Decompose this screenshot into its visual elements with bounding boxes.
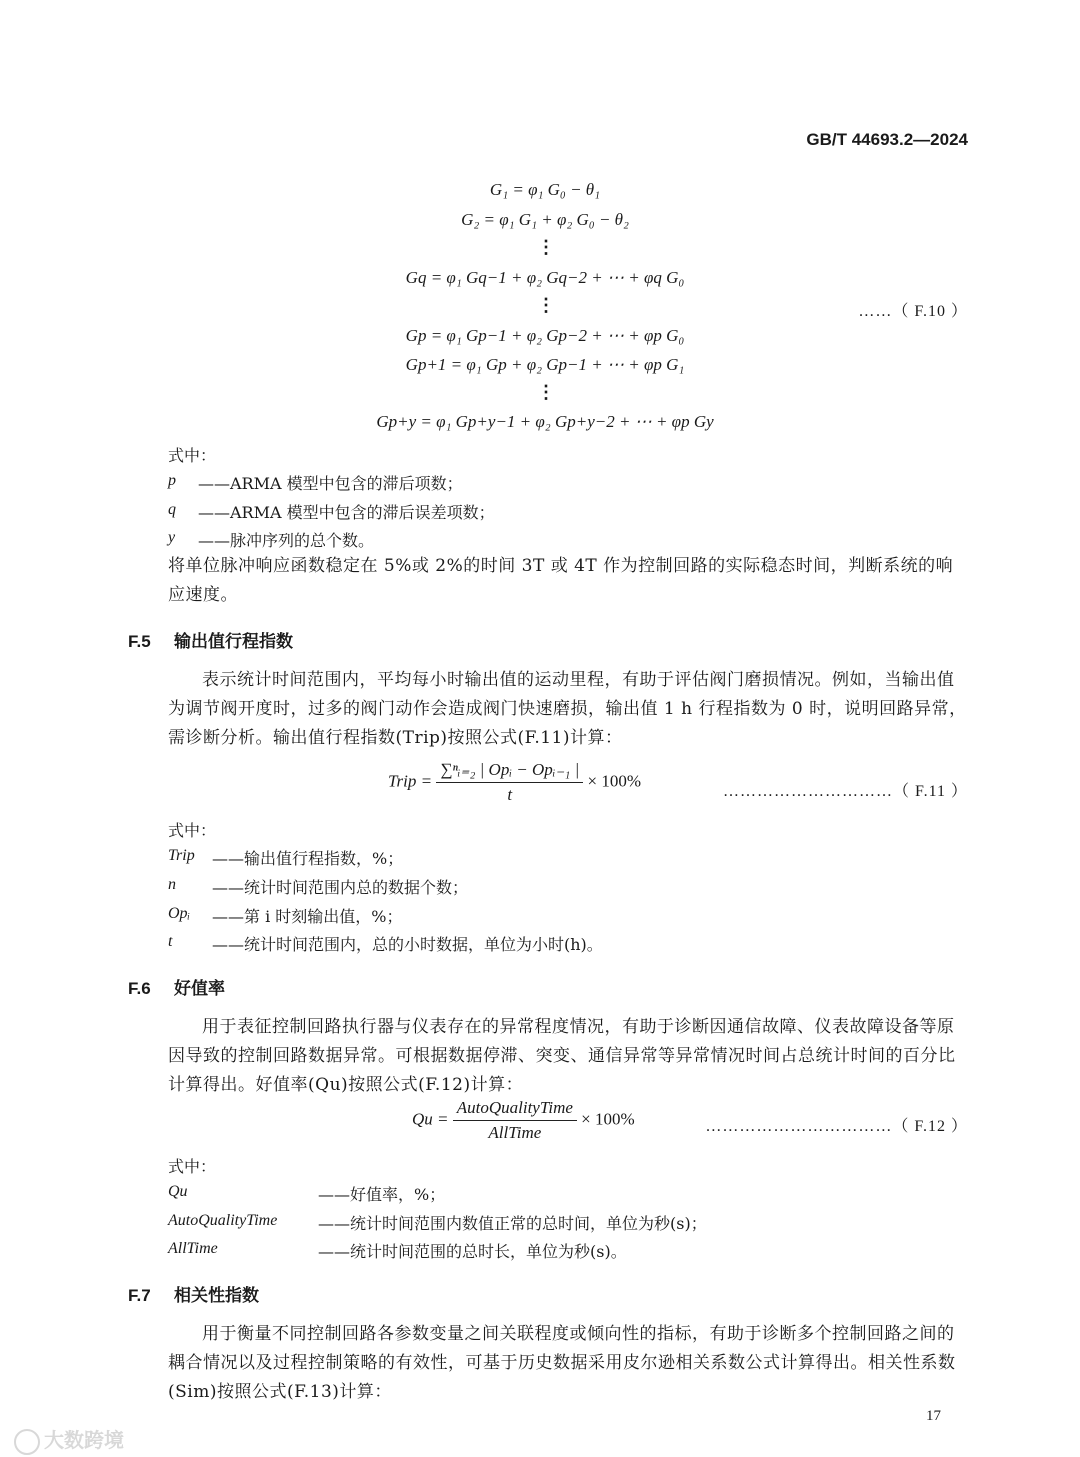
where-label: 式中： <box>168 821 217 840</box>
paragraph-f5: 表示统计时间范围内，平均每小时输出值的运动里程，有助于评估阀门磨损情况。例如，当输出值为调节阀开度时，过多的阀门动作会造成阀门快速磨损，输出值 1 h 行程指数为 0 时，说明回路异常，需诊断分析。输出值行程指数(Trip)按照公式(F.11)计算： <box>168 670 967 748</box>
section-title: 相关性指数 <box>174 1286 259 1305</box>
var-definition: ——统计时间范围内总的数据个数； <box>212 878 469 897</box>
section-heading-f7 <box>128 1281 259 1306</box>
var-definition: ——输出值行程指数，%； <box>212 849 404 868</box>
section-title: 好值率 <box>174 979 225 998</box>
page-number: 17 <box>926 1408 941 1424</box>
where-label: 式中： <box>168 446 217 465</box>
section-number: F.7 <box>128 1286 151 1305</box>
formula-number: ……………………………（ F.12 ） <box>705 1118 968 1135</box>
var-symbol: Trip <box>168 847 195 864</box>
formula-line: Gp+y = φ₁ Gp+y−1 + φ₂ Gp+y−2 + ⋯ + φp Gy <box>376 412 714 431</box>
var-symbol: n <box>168 876 176 893</box>
var-definition: ——脉冲序列的总个数。 <box>198 531 375 550</box>
section-number: F.6 <box>128 979 151 998</box>
standard-number: GB/T 44693.2—2024 <box>806 130 968 149</box>
section-heading-f6 <box>128 974 225 999</box>
var-symbol: Qu <box>168 1183 188 1200</box>
var-symbol: AutoQualityTime <box>168 1212 278 1229</box>
formula-rhs: × 100% <box>587 771 642 791</box>
fraction-denominator: t <box>507 785 513 804</box>
watermark-text: 大数跨境 <box>44 1428 124 1452</box>
formula-number: …………………………（ F.11 ） <box>722 783 968 800</box>
vertical-ellipsis: ⋮ <box>537 295 555 315</box>
formula-line: Gp = φ₁ Gp−1 + φ₂ Gp−2 + ⋯ + φp G₀ <box>405 326 685 345</box>
var-definition: ——统计时间范围内数值正常的总时间，单位为秒(s)； <box>318 1214 707 1233</box>
formula-line: G₁ = φ₁ G₀ − θ₁ <box>489 180 601 199</box>
where-label: 式中： <box>168 1157 217 1176</box>
var-definition: ——好值率，%； <box>318 1185 446 1204</box>
formula-line: Gp+1 = φ₁ Gp + φ₂ Gp−1 + ⋯ + φp G₁ <box>405 355 685 374</box>
var-symbol: p <box>168 472 176 489</box>
section-number: F.5 <box>128 632 151 651</box>
fraction-numerator: AutoQualityTime <box>453 1098 577 1121</box>
watermark <box>14 1424 124 1455</box>
vertical-ellipsis: ⋮ <box>537 237 555 257</box>
fraction <box>436 760 583 805</box>
formula-rhs: × 100% <box>581 1109 635 1129</box>
var-symbol: y <box>168 529 176 546</box>
watermark-icon <box>14 1429 40 1455</box>
formula-f11 <box>388 760 641 805</box>
vertical-ellipsis: ⋮ <box>537 382 555 402</box>
formula-f12 <box>412 1098 635 1143</box>
section-title: 输出值行程指数 <box>174 632 293 651</box>
var-symbol: q <box>168 501 176 518</box>
var-symbol: AllTime <box>168 1240 218 1257</box>
var-definition: ——ARMA 模型中包含的滞后项数； <box>198 474 463 493</box>
var-definition: ——统计时间范围内，总的小时数据，单位为小时(h)。 <box>212 935 603 954</box>
paragraph-f6: 用于表征控制回路执行器与仪表存在的异常程度情况，有助于诊断因通信故障、仪表故障设备等原因导致的控制回路数据异常。可根据数据停滞、突变、通信异常等异常情况时间占总统计时间的百分比计算得出。好值率(Qu)按照公式(F.12)计算： <box>168 1017 956 1095</box>
fraction-numerator: ∑ⁿᵢ₌₂ | Opᵢ − Opᵢ₋₁ | <box>436 760 583 783</box>
section-heading-f5 <box>128 627 293 652</box>
formula-lhs: Trip = <box>388 771 433 791</box>
paragraph-f7: 用于衡量不同控制回路各参数变量之间关联程度或倾向性的指标，有助于诊断多个控制回路之间的耦合情况以及过程控制策略的有效性，可基于历史数据采用皮尔逊相关系数公式计算得出。相关性系数(Sim)按照公式(F.13)计算： <box>168 1324 956 1402</box>
formula-number: ……（ F.10 ） <box>858 303 968 320</box>
var-definition: ——统计时间范围的总时长，单位为秒(s)。 <box>318 1242 627 1261</box>
formula-lhs: Qu = <box>412 1109 449 1129</box>
formula-line: Gq = φ₁ Gq−1 + φ₂ Gq−2 + ⋯ + φq G₀ <box>405 268 685 287</box>
var-definition: ——第 i 时刻输出值，%； <box>212 907 403 926</box>
formula-line: G₂ = φ₁ G₁ + φ₂ G₀ − θ₂ <box>461 210 629 229</box>
var-symbol: Opᵢ <box>168 905 191 922</box>
fraction <box>453 1098 577 1143</box>
fraction-denominator: AllTime <box>488 1123 542 1142</box>
var-definition: ——ARMA 模型中包含的滞后误差项数； <box>198 503 495 522</box>
var-symbol: t <box>168 933 173 950</box>
paragraph-settle-time: 将单位脉冲响应函数稳定在 5%或 2%的时间 3T 或 4T 作为控制回路的实际稳态时间，判断系统的响应速度。 <box>168 556 954 605</box>
